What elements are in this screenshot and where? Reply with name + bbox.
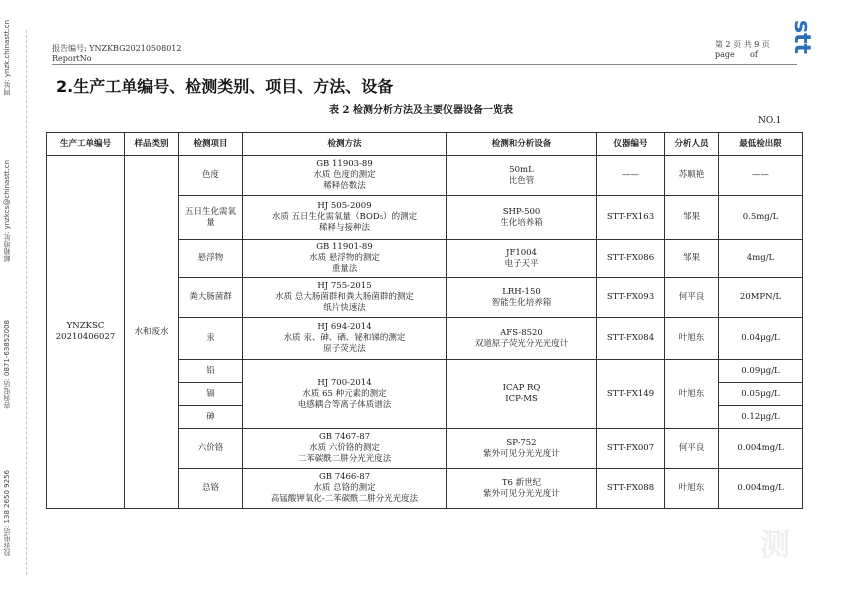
test-method-cell-line: 水质 五日生化需氧量（BOD₅）的测定 [271,212,418,222]
equipment-cell [447,318,597,360]
test-method-cell [243,429,447,469]
col-equipment: 检测和分析设备 [447,133,597,156]
test-method-cell-line: 水质 65 种元素的测定 [302,388,387,399]
test-method-cell-line: 稀释倍数法 [323,181,366,191]
test-method-cell [243,469,447,509]
equipment-cell [447,240,597,278]
equipment-cell-line: SHP-500 [502,206,541,217]
test-method-cell [243,196,447,240]
test-item-cell: 砷 [179,406,243,429]
instrument-no-cell: STT-FX149 [597,360,665,429]
page-number [715,40,770,60]
test-method-cell-line: 电感耦合等离子体质谱法 [297,399,392,410]
detection-limit-cell: 0.5mg/L [719,196,803,240]
detection-limit-cell: 0.04μg/L [719,318,803,360]
test-method-cell-line: 水质 色度的测定 [313,170,376,180]
test-item-cell: 粪大肠菌群 [179,278,243,318]
analyst-cell: 叶旭东 [665,360,719,429]
equipment-cell-line: LRH-150 [502,286,541,297]
equipment-cell-line: ICP-MS [505,394,538,404]
website-text: 网址: ynzk.chinastt.cn [3,20,11,96]
side-contact-strip [0,0,26,595]
equipment-cell-line: T6 新世纪 [501,477,542,488]
instrument-no-cell: STT-FX086 [597,240,665,278]
test-method-cell-line: 稀释与接种法 [318,223,370,233]
test-method-cell-line: HJ 694-2014 [317,322,372,332]
test-method-cell [243,278,447,318]
test-method-cell [243,360,447,429]
table-header-row [47,133,803,156]
col-work-order: 生产工单编号 [47,133,125,156]
detection-limit-cell: 0.05μg/L [719,383,803,406]
test-method-cell-line: GB 11903-89 [316,159,373,169]
equipment-cell-line: 智能生化培养箱 [491,297,552,308]
col-test-method: 检测方法 [243,133,447,156]
phone-text: 咨询电话: 0871-63852008 [3,320,11,409]
test-method-cell-line: 水质 六价铬的测定 [309,443,380,453]
test-method-cell-line: 水质 总铬的测定 [313,483,376,493]
test-method-cell [243,156,447,196]
detection-limit-cell: 20MPN/L [719,278,803,318]
report-number-label: 报告编号: YNZKBG20210508012 [52,44,182,53]
equipment-cell-line: 紫外可见分光光度计 [483,488,560,499]
equipment-cell [447,278,597,318]
equipment-cell [447,360,597,429]
test-method-cell [243,318,447,360]
test-method-cell-line: 水质 悬浮物的测定 [309,253,380,263]
test-method-cell-line: GB 7466-87 [318,472,371,482]
test-item-cell: 汞 [179,318,243,360]
equipment-cell-line: JF1004 [506,247,537,258]
test-method-cell-line: GB 7467-87 [318,432,371,442]
watermark: 测 [760,528,790,563]
test-item-cell: 镉 [179,383,243,406]
col-instrument-no: 仪器编号 [597,133,665,156]
col-detection-limit: 最低检出限 [719,133,803,156]
instrument-no-cell: —— [597,156,665,196]
test-method-cell-line: 原子荧光法 [323,344,366,354]
test-item-cell: 总铬 [179,469,243,509]
test-method-cell-line: 水质 总大肠菌群和粪大肠菌群的测定 [275,292,414,302]
analyst-cell: 邹果 [665,240,719,278]
equipment-cell [447,156,597,196]
analyst-cell: 何平良 [665,429,719,469]
test-item-cell: 六价铬 [179,429,243,469]
equipment-cell-line: 比色管 [508,175,535,186]
test-method-cell-line: HJ 505-2009 [317,201,372,211]
test-method-cell [243,240,447,278]
col-analyst: 分析人员 [665,133,719,156]
detection-limit-cell: 4mg/L [719,240,803,278]
work-order-cell: YNZKSC 20210406027 [47,156,125,509]
detection-limit-cell: 0.12μg/L [719,406,803,429]
report-number-en: ReportNo [52,54,92,63]
method-equipment-table [46,132,803,509]
analyst-cell: 邹果 [665,196,719,240]
test-method-cell-line: HJ 700-2014 [317,377,372,388]
instrument-no-cell: STT-FX163 [597,196,665,240]
instrument-no-cell: STT-FX084 [597,318,665,360]
email-text: 邮箱地址: ynzkcs@chinastt.cn [3,160,11,262]
equipment-cell [447,196,597,240]
instrument-no-cell: STT-FX093 [597,278,665,318]
test-method-cell-line: 重量法 [331,264,358,274]
equipment-cell [447,429,597,469]
equipment-cell-line: 50mL [509,164,534,175]
equipment-cell-line: 电子天平 [504,258,539,269]
test-method-cell-line: GB 11901-89 [316,242,373,252]
analyst-cell: 叶旭东 [665,318,719,360]
test-method-cell-line: 水质 汞、砷、硒、铋和锑的测定 [283,333,406,343]
complaint-phone-text: 投诉电话: 138 2650 9256 [3,470,11,557]
test-method-cell-line: 高锰酸钾氧化-二苯碳酰二肼分光光度法 [270,494,419,504]
test-method-cell-line: HJ 755-2015 [317,281,372,291]
analyst-cell: 何平良 [665,278,719,318]
test-method-cell-line: 纸片快速法 [323,303,366,313]
svg-text:stt: stt [789,19,814,55]
col-sample-category: 样品类别 [125,133,179,156]
detection-limit-cell: —— [719,156,803,196]
detection-limit-cell: 0.09μg/L [719,360,803,383]
table-caption: 表 2 检测分析方法及主要仪器设备一览表 [329,105,513,116]
instrument-no-cell: STT-FX088 [597,469,665,509]
equipment-cell-line: SP-752 [506,437,537,448]
page-number-en: page of [715,50,758,59]
table-number-label: NO.1 [758,116,782,126]
equipment-cell [447,469,597,509]
table-row [47,156,803,196]
stt-logo [786,12,816,62]
equipment-cell-line: 生化培养箱 [500,217,543,228]
header-rule [52,64,797,65]
test-method-cell-line: 二苯碳酰二肼分光光度法 [297,454,392,464]
equipment-cell-line: ICAP RQ [502,383,541,393]
analyst-cell: 叶旭东 [665,469,719,509]
detection-limit-cell: 0.004mg/L [719,469,803,509]
equipment-cell-line: 双道原子荧光分光光度计 [474,338,569,349]
test-item-cell: 五日生化需氧量 [179,196,243,240]
sample-category-cell: 水和废水 [125,156,179,509]
col-test-item: 检测项目 [179,133,243,156]
equipment-cell-line: 紫外可见分光光度计 [483,448,560,459]
page-number-cn: 第 2 页 共 9 页 [715,40,770,49]
detection-limit-cell: 0.004mg/L [719,429,803,469]
test-item-cell: 色度 [179,156,243,196]
equipment-cell-line: AFS-8520 [500,327,543,338]
report-number [52,44,181,64]
section-title: 2.生产工单编号、检测类别、项目、方法、设备 [56,77,394,96]
instrument-no-cell: STT-FX007 [597,429,665,469]
test-item-cell: 悬浮物 [179,240,243,278]
analyst-cell: 苏顺艳 [665,156,719,196]
test-item-cell: 铅 [179,360,243,383]
